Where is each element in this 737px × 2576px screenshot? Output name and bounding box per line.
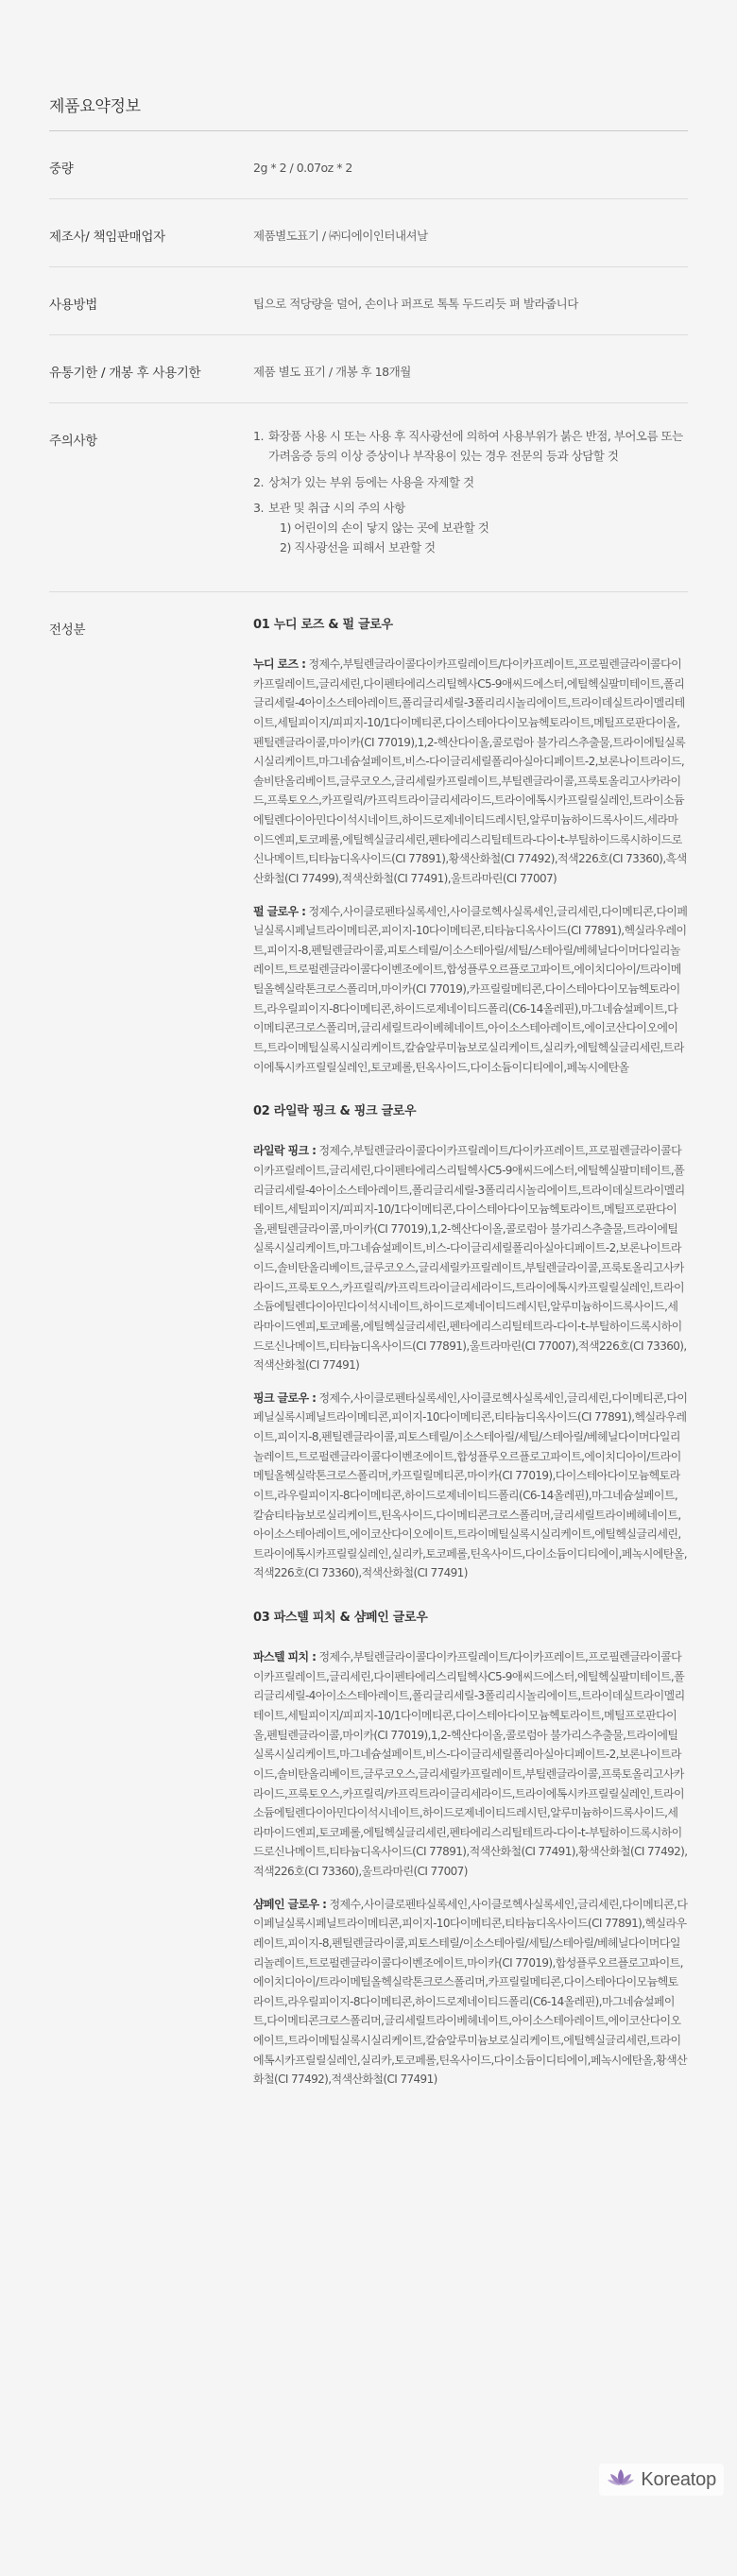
row-value: 제품 별도 표기 / 개봉 후 18개월 (253, 365, 411, 379)
ingredient-text: 정제수,부틸렌글라이콜다이카프릴레이트/다이카프레이트,프로필렌글라이콜다이카프릴레이트,글리세린,다이펜타에리스리틸헥사C5-9애씨드에스터,에틸헥실팔미테이트,폴리글리세릴-4아이소스테아레이트,폴리글리세릴-3폴리리시놀리에이트,트라이데실트라이멜리테이트,세틸피이지/피피지-10/1다이메티콘,다이스테아다이모늄헥토라이트,메틸프로판다이올,펜틸렌글라이콜,마이카(CI 77019),1,2-헥산다이올,콜로럼아 불가리스추출물,트라이에틸실록시실리케이트,마그네슘설페이트,비스-다이글리세릴폴리아실아디페이트-2,보론나이트라이드,솔비탄올리베이트,글루코오스,글리세릴카프릴레이트,부틸렌글라이콜,프룩토올리고사카라이드,프룩토오스,카프릴릭/카프릭트라이글리세라이드,트라이에톡시카프릴릴실레인,트라이소듐에틸렌다이아민다이석시네이트,하이드로제네이티드레시틴,알루미늄하이드록사이드,세라마이드엔피,토코페롤,에틸헥실글리세린,펜타에리스리틸테트라-다이-t-부틸하이드록시하이드로신나메이트,티타늄디옥사이드(CI 77891),적색산화철(CI 77491),황색산화철(CI 77492),적색226호(CI 73360),울트라마린(CI 77007) (253, 1650, 688, 1879)
caution-item (253, 498, 688, 558)
ingredient-group-title: 03 파스텔 피치 & 샴페인 글로우 (253, 1611, 428, 1626)
row-value: 2g * 2 / 0.07oz * 2 (253, 161, 352, 175)
shade-name: 파스텔 피치 : (253, 1650, 317, 1664)
ingredient-text: 정제수,부틸렌글라이콜다이카프릴레이트/다이카프레이트,프로필렌글라이콜다이카프릴레이트,글리세린,다이펜타에리스리틸헥사C5-9애씨드에스터,에틸헥실팔미테이트,폴리글리세릴-4아이소스테아레이트,폴리글리세릴-3폴리리시놀리에이트,트라이데실트라이멜리테이트,세틸피이지/피피지-10/1다이메티콘,다이스테아다이모늄헥토라이트,메틸프로판다이올,펜틸렌글라이콜,마이카(CI 77019),1,2-헥산다이올,콜로럼아 불가리스추출물,트라이에틸실록시실리케이트,마그네슘설페이트,비스-다이글리세릴폴리아실아디페이트-2,보론나이트라이드,솔비탄올리베이트,글루코오스,글리세릴카프릴레이트,부틸렌글라이콜,프룩토올리고사카라이드,프룩토오스,카프릴릭/카프릭트라이글리세라이드,트라이에톡시카프릴릴실레인,트라이소듐에틸렌다이아민다이석시네이트,하이드로제네이티드레시틴,알루미늄하이드록사이드,세라마이드엔피,토코페롤,에틸헥실글리세린,펜타에리스리틸테트라-다이-t-부틸하이드록시하이드로신나메이트,티타늄디옥사이드(CI 77891),울트라마린(CI 77007),적색226호(CI 73360),적색산화철(CI 77491) (253, 1144, 687, 1373)
caution-number: 1. (253, 429, 264, 443)
shade-name: 핑크 글로우 : (253, 1390, 317, 1405)
brand-name: Koreatop (641, 2468, 716, 2490)
ingredient-text: 정제수,사이클로펜타실록세인,사이클로헥사실록세인,글리세린,다이메티콘,다이페닐실록시페닐트라이메티콘,피이지-10다이메티콘,티타늄디옥사이드(CI 77891),헥실라우레이트,피이지-8,펜틸렌글라이콜,피토스테릴/이소스테아릴/세틸/스테아릴/베헤닐다이머다일리놀레이트,트로펄렌글라이콜다이벤조에이트,합성플루오르플로고파이트,에이치디아이/트라이메틸올헥실락톤크로스폴리머,마이카(CI 77019),카프릴릴메티콘,다이스테아다이모늄헥토라이트,라우릴피이지-8다이메티콘,하이드로제네이티드폴리(C6-14올레핀),마그네슘설페이트,다이메티콘크로스폴리머,글리세릴트라이베헤네이트,아이소스테아레이트,에이코산다이오에이트,트라이메틸실록시실리케이트,칼슘알루미늄보로실리케이트,실리카,에틸헥실글리세린,트라이에톡시카프릴릴실레인,토코페롤,틴옥사이드,다이소듐이디티에이,페녹시에탄올 (253, 904, 688, 1074)
caution-text: 보관 및 취급 시의 주의 사항 (268, 500, 405, 515)
ingredient-group (253, 1101, 688, 1583)
ingredient-text: 정제수,사이클로펜타실록세인,사이클로헥사실록세인,글리세린,다이메티콘,다이페닐실록시페닐트라이메티콘,피이지-10다이메티콘,티타늄디옥사이드(CI 77891),헥실라우레이트,피이지-8,펜틸렌글라이콜,피토스테릴/이소스테아릴/세틸/스테아릴/베헤닐다이머다일리놀레이트,트로펄렌글라이콜다이벤조에이트,합성플루오르플로고파이트,에이치디아이/트라이메틸올헥실락톤크로스폴리머,카프릴릴메티콘,마이카(CI 77019),다이스테아다이모늄헥토라이트,라우릴피이지-8다이메티콘,하이드로제네이티드폴리(C6-14올레핀),마그네슘설페이트,칼슘티타늄보로실리케이트,틴옥사이드,다이메티콘크로스폴리머,글리세릴트라이베헤네이트,아이소스테아레이트,에이코산다이오에이트,트라이메틸실록시실리케이트,에틸헥실글리세린,트라이에톡시카프릴릴실레인,실리카,토코페롤,틴옥사이드,다이소듐이디티에이,페녹시에탄올,적색226호(CI 73360),적색산화철(CI 77491) (253, 1390, 688, 1580)
caution-sub-list (268, 518, 488, 558)
ingredient-entry (253, 1647, 688, 1882)
row-value: 제품별도표기 / ㈜디에이인터내셔날 (253, 229, 428, 243)
brand-watermark (599, 2464, 724, 2496)
caution-number: 3. (253, 500, 264, 515)
row-capacity (49, 131, 688, 199)
ingredient-entry (253, 1141, 688, 1375)
row-label: 사용방법 (49, 298, 97, 313)
row-label: 제조사/ 책임판매업자 (49, 230, 165, 245)
caution-sub-item: 1) 어린이의 손이 닿지 않는 곳에 보관할 것 (280, 520, 489, 535)
caution-number: 2. (253, 474, 264, 489)
caution-text: 화장품 사용 시 또는 사용 후 직사광선에 의하여 사용부위가 붉은 반점, 부어오름 또는 가려움증 등의 이상 증상이나 부작용이 있는 경우 전문의 등과 상담할 것 (268, 429, 683, 464)
row-label: 주의사항 (49, 434, 97, 449)
ingredient-group (253, 615, 688, 1077)
row-label: 중량 (49, 162, 74, 177)
row-ingredients (49, 592, 688, 2576)
ingredients-value (253, 592, 688, 2576)
ingredient-group-title: 01 누디 로즈 & 펄 글로우 (253, 618, 393, 632)
ingredient-text: 정제수,사이클로펜타실록세인,사이클로헥사실록세인,글리세린,다이메티콘,다이페닐실록시페닐트라이메티콘,피이지-10다이메티콘,티타늄디옥사이드(CI 77891),헥실라우레이트,피이지-8,펜틸렌글라이콜,피토스테릴/이소스테아릴/세틸/스테아릴/베헤닐다이머다일리놀레이트,트로펄렌글라이콜다이벤조에이트,마이카(CI 77019),합성플루오르플로고파이트,에이치디아이/트라이메틸올헥실락톤크로스폴리머,카프릴릴메티콘,다이스테아다이모늄헥토라이트,라우릴피이지-8다이메티콘,하이드로제네이티드폴리(C6-14올레핀),마그네슘설페이트,다이메티콘크로스폴리머,글리세릴트라이베헤네이트,아이소스테아레이트,에이코산다이오에이트,트라이메틸실록시실리케이트,칼슘알루미늄보로실리케이트,에틸헥실글리세린,트라이에톡시카프릴릴실레인,실리카,토코페롤,틴옥사이드,다이소듐이디티에이,페녹시에탄올,황색산화철(CI 77492),적색산화철(CI 77491) (253, 1897, 688, 2087)
caution-list (253, 426, 688, 558)
row-label: 전성분 (49, 623, 86, 638)
ingredient-entry (253, 1389, 688, 1583)
ingredient-entry (253, 655, 688, 889)
shade-name: 펄 글로우 : (253, 904, 306, 918)
ingredient-text: 정제수,부틸렌글라이콜다이카프릴레이트/다이카프레이트,프로필렌글라이콜다이카프릴레이트,글리세린,다이펜타에리스리틸헥사C5-9애씨드에스터,에틸헥실팔미테이트,폴리글리세릴-4아이소스테아레이트,폴리글리세릴-3폴리리시놀리에이트,트라이데실트라이멜리테이트,세틸피이지/피피지-10/1다이메티콘,다이스테아다이모늄헥토라이트,메틸프로판다이올,펜틸렌글라이콜,마이카(CI 77019),1,2-헥산다이올,콜로럼아 불가리스추출물,트라이에틸실록시실리케이트,마그네슘설페이트,비스-다이글리세릴폴리아실아디페이트-2,보론나이트라이드,솔비탄올리베이트,글루코오스,글리세릴카프릴레이트,부틸렌글라이콜,프룩토올리고사카라이드,프룩토오스,카프릴릭/카프릭트라이글리세라이드,트라이에톡시카프릴릴실레인,트라이소듐에틸렌다이아민다이석시네이트,하이드로제네이티드레시틴,알루미늄하이드록사이드,세라마이드엔피,토코페롤,에틸헥실글리세린,펜타에리스리틸테트라-다이-t-부틸하이드록시하이드로신나메이트,티타늄디옥사이드(CI 77891),황색산화철(CI 77492),적색226호(CI 73360),흑색산화철(CI 77499),적색산화철(CI 77491),울트라마린(CI 77007) (253, 657, 687, 885)
row-usage (49, 267, 688, 335)
row-value: 팁으로 적당량을 덜어, 손이나 퍼프로 톡톡 두드리듯 펴 발라줍니다 (253, 297, 578, 311)
ingredient-group-title: 02 라일락 핑크 & 핑크 글로우 (253, 1104, 417, 1119)
ingredient-entry (253, 902, 688, 1078)
product-info-table (49, 130, 688, 2576)
row-expiry (49, 335, 688, 403)
shade-name: 누디 로즈 : (253, 657, 306, 672)
caution-item (253, 426, 688, 467)
caution-item (253, 472, 688, 492)
row-label: 유통기한 / 개봉 후 사용기한 (49, 366, 201, 381)
ingredient-group (253, 1608, 688, 2090)
caution-text: 상처가 있는 부위 등에는 사용을 자제할 것 (268, 474, 474, 489)
row-maker (49, 199, 688, 267)
section-heading: 제품요약정보 (49, 97, 141, 116)
caution-sub-item: 2) 직사광선을 피해서 보관할 것 (280, 540, 436, 555)
lotus-logo-icon (607, 2467, 635, 2492)
row-caution (49, 403, 688, 592)
caution-block (268, 498, 488, 558)
row-value (253, 403, 688, 591)
shade-name: 샴페인 글로우 : (253, 1897, 327, 1911)
shade-name: 라일락 핑크 : (253, 1144, 317, 1158)
ingredient-entry (253, 1895, 688, 2090)
